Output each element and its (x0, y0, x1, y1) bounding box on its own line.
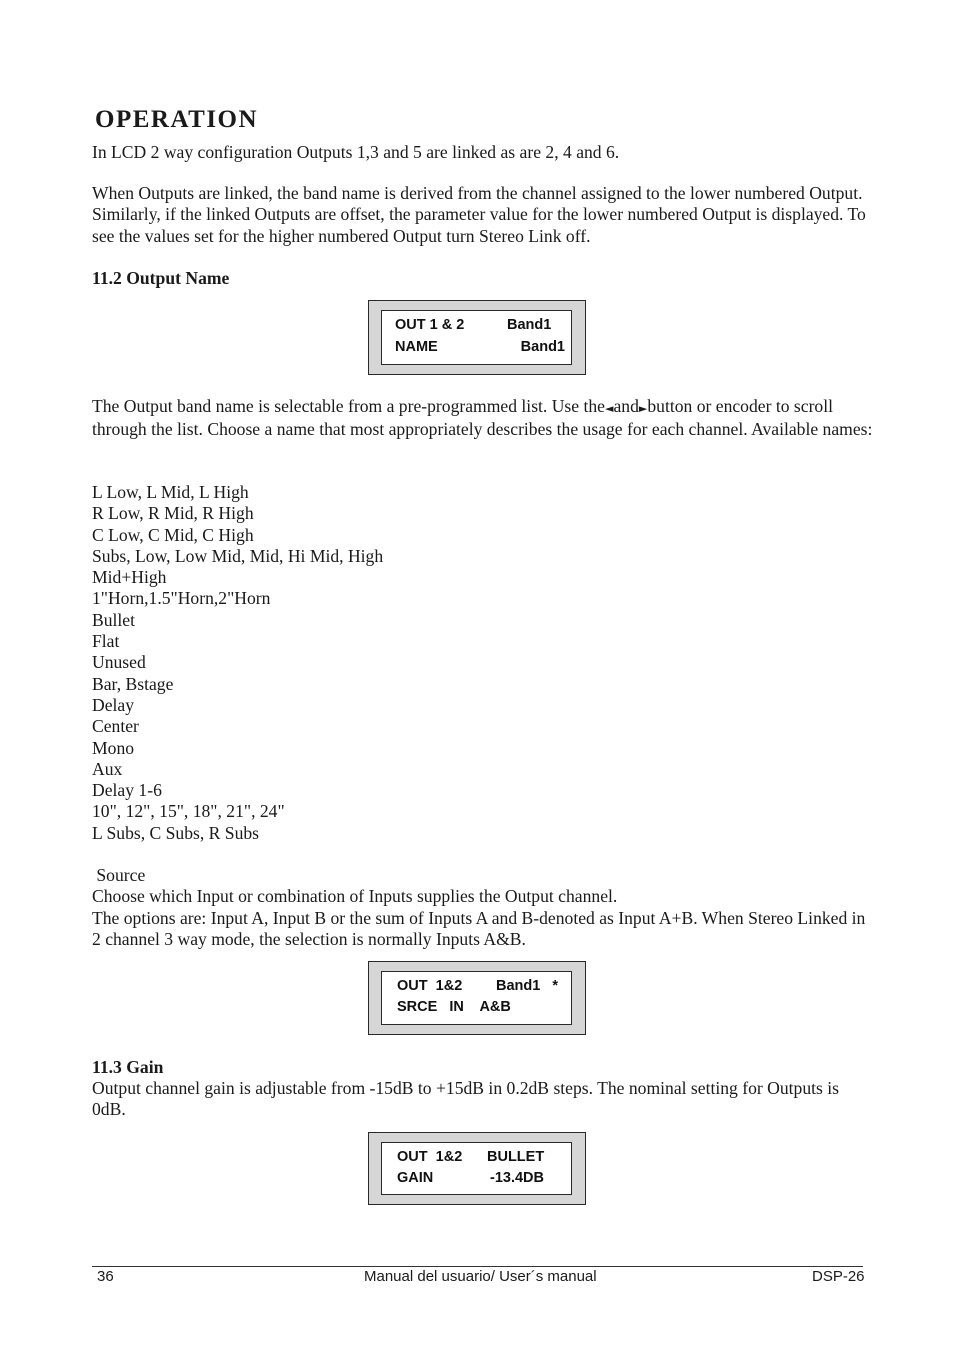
lcd-output-name (368, 300, 586, 375)
section-title-gain: 11.3 Gain (92, 1057, 164, 1077)
lcd-line1-right: Band1 * (496, 978, 559, 994)
lcd-line1-left: OUT 1&2 (397, 1149, 463, 1165)
source-line-1: Choose which Input or combination of Inputs supplies the Output channel. (92, 886, 618, 906)
source-line-2: The options are: Input A, Input B or the sum of Inputs A and B-denoted as Input A+B. When Stereo Linked in 2 channel 3 way mode, the selection is normally Inputs A&B. (92, 908, 866, 950)
list-item: Subs, Low, Low Mid, Mid, Hi Mid, High (92, 545, 384, 566)
list-item: Flat (92, 631, 120, 652)
output-name-description (92, 396, 882, 441)
intro-paragraph: In LCD 2 way configuration Outputs 1,3 and 5 are linked as are 2, 4 and 6. (92, 142, 620, 162)
list-item: 1"Horn,1.5"Horn,2"Horn (92, 588, 271, 609)
list-item: Mono (92, 737, 135, 758)
desc-text-1: The Output band name is selectable from a pre-programmed list. Use the (92, 396, 605, 416)
lcd-line2-right: Band1 (520, 339, 565, 355)
list-item: R Low, R Mid, R High (92, 503, 254, 524)
lcd-line2-left: GAIN (397, 1170, 434, 1186)
lcd-line1-right: Band1 (507, 317, 552, 333)
list-item: C Low, C Mid, C High (92, 524, 254, 545)
list-item: L Low, L Mid, L High (92, 482, 249, 502)
lcd-line1-left: OUT 1&2 (397, 978, 463, 994)
list-item: 10", 12", 15", 18", 21", 24" (92, 801, 285, 822)
list-item: Delay (92, 694, 135, 715)
desc-text-3: button or encoder to scroll through the list. Choose a name that most appropriately describes the usage for each channel. Available names: (92, 396, 873, 440)
lcd-line1-right: BULLET (487, 1149, 545, 1165)
list-item: Unused (92, 652, 146, 673)
lcd-line2-left: NAME (395, 339, 438, 355)
available-names-list (92, 482, 383, 844)
footer-page-number: 36 (97, 1268, 114, 1285)
lcd-line2-right: -13.4DB (490, 1170, 544, 1186)
list-item: Center (92, 716, 139, 737)
lcd-screen (381, 971, 572, 1025)
list-item: Mid+High (92, 567, 167, 588)
list-item: Delay 1-6 (92, 780, 162, 801)
lcd-screen (381, 1142, 572, 1195)
lcd-screen (381, 310, 572, 365)
list-item: Bullet (92, 609, 136, 630)
lcd-line1-left: OUT 1 & 2 (395, 317, 465, 333)
list-item: Bar, Bstage (92, 673, 174, 694)
page-heading: OPERATION (95, 106, 259, 133)
list-item: Aux (92, 758, 123, 779)
lcd-gain (368, 1132, 586, 1205)
linked-outputs-paragraph: When Outputs are linked, the band name is derived from the channel assigned to the lower numbered Output. Similarly, if the linked Outputs are offset, the parameter value for the lower numbered Output is displayed. To see the values set for the higher numbered Output turn Stereo Link off. (92, 183, 866, 246)
section-title-source: Source (92, 865, 146, 885)
footer-divider (92, 1266, 863, 1267)
desc-text-2: and (613, 396, 639, 416)
section-title-output-name: 11.2 Output Name (92, 268, 230, 288)
list-item: L Subs, C Subs, R Subs (92, 822, 260, 843)
left-arrow-icon: ◄ (605, 402, 614, 415)
right-arrow-icon: ► (638, 402, 648, 415)
footer-model: DSP-26 (812, 1268, 865, 1285)
lcd-source (368, 961, 586, 1035)
footer-manual-title: Manual del usuario/ User´s manual (364, 1268, 597, 1285)
gain-paragraph: Output channel gain is adjustable from -15dB to +15dB in 0.2dB steps. The nominal setting for Outputs is 0dB. (92, 1078, 839, 1120)
lcd-line2: SRCE IN A&B (397, 999, 511, 1015)
